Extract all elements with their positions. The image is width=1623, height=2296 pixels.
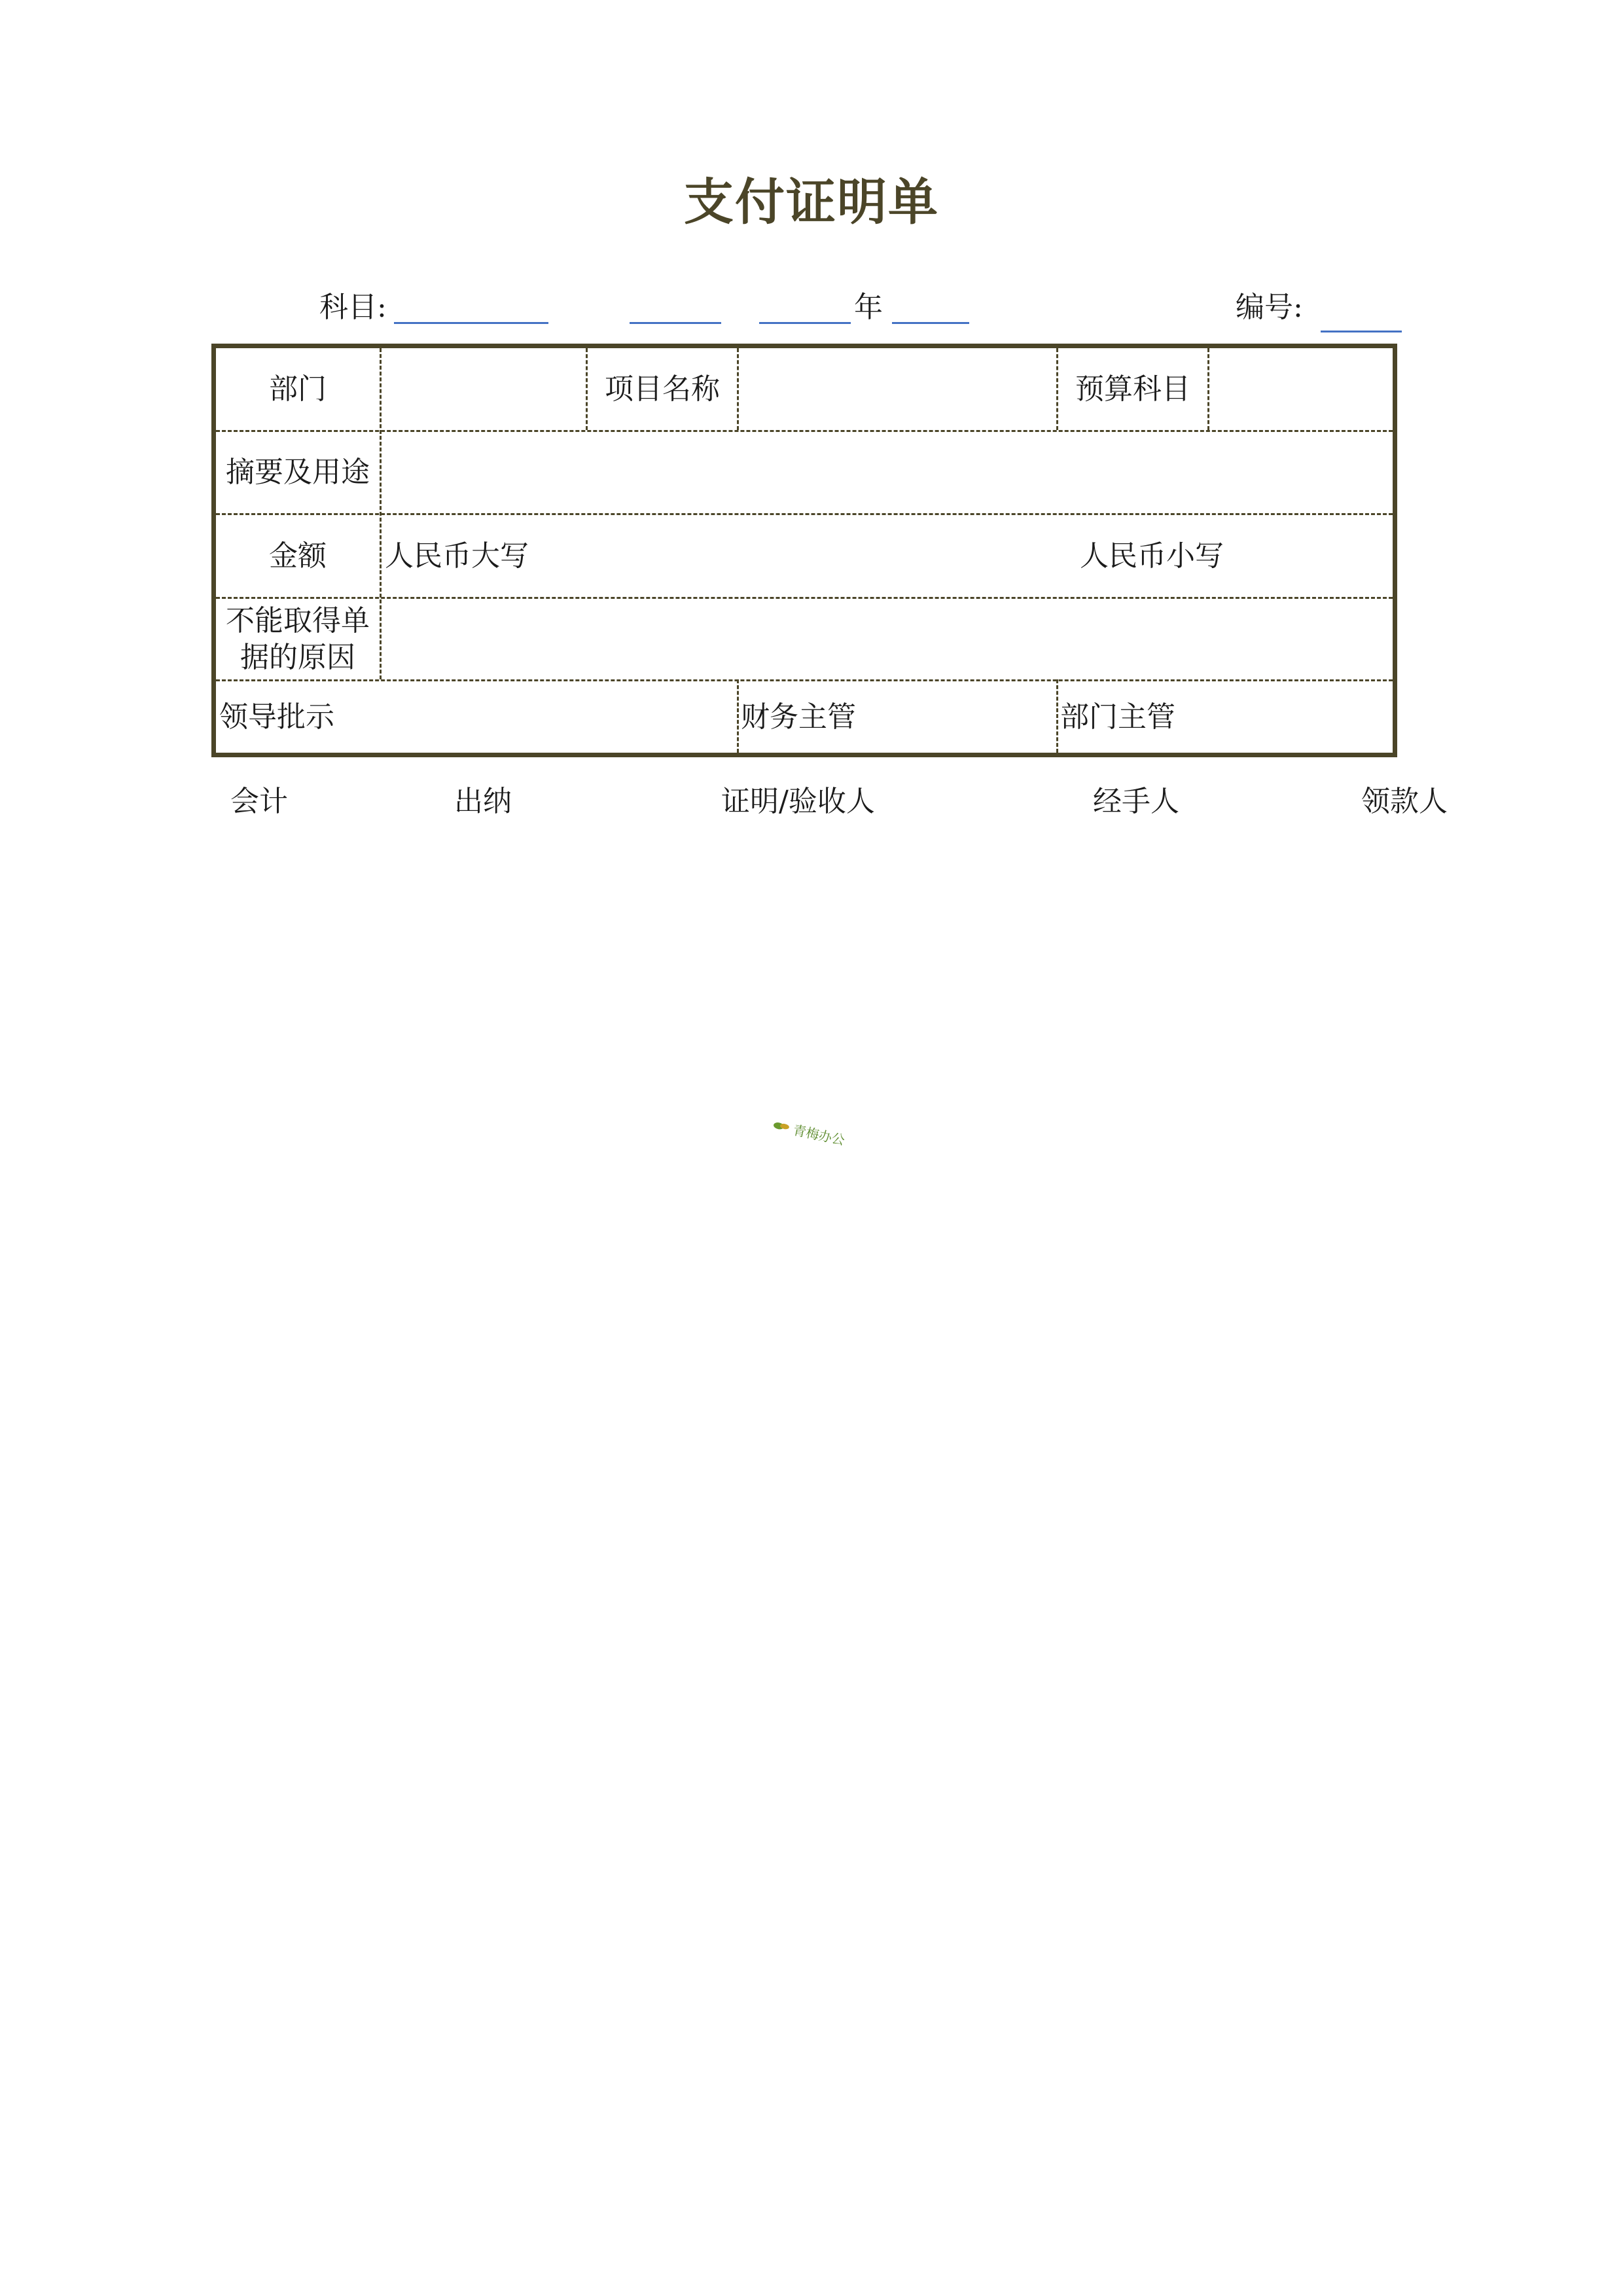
leaf-logo-icon (772, 1119, 791, 1133)
finance-supervisor-field[interactable]: 财务主管 (741, 700, 856, 734)
col-divider (737, 679, 739, 753)
project-name-field[interactable] (739, 348, 1056, 430)
no-receipt-reason-line1: 不能取得单 (226, 603, 370, 637)
number-field[interactable] (1321, 331, 1402, 332)
number-label: 编号: (1236, 291, 1303, 324)
budget-subject-field[interactable] (1209, 348, 1393, 430)
summary-usage-label: 摘要及用途 (226, 456, 370, 489)
accountant-label: 会计 (230, 785, 288, 818)
year-field[interactable] (759, 322, 851, 324)
amount-label: 金额 (269, 539, 327, 573)
leader-approval-field[interactable]: 领导批示 (219, 700, 334, 734)
page-title: 支付证明单 (684, 173, 939, 231)
cashier-label: 出纳 (454, 785, 512, 818)
dept-field[interactable] (382, 348, 586, 430)
certifier-label: 证明/验收人 (721, 785, 875, 818)
subject-label: 科目: (319, 291, 387, 324)
summary-usage-field[interactable] (382, 432, 1393, 513)
watermark-logo (771, 1115, 847, 1149)
no-receipt-reason-line2: 据的原因 (240, 640, 355, 674)
project-name-label: 项目名称 (605, 372, 720, 406)
month-field[interactable] (630, 322, 721, 324)
handler-label: 经手人 (1093, 785, 1179, 818)
day-field[interactable] (892, 322, 969, 324)
payment-form-table (211, 344, 1397, 757)
dept-supervisor-field[interactable]: 部门主管 (1060, 700, 1175, 734)
col-divider (1056, 679, 1058, 753)
no-receipt-reason-field[interactable] (382, 599, 1393, 679)
no-receipt-reason-label (216, 599, 380, 679)
subject-field[interactable] (394, 322, 548, 324)
amount-lowercase-field[interactable]: 人民币小写 (1080, 539, 1224, 573)
budget-subject-label: 预算科目 (1075, 372, 1190, 406)
payee-label: 领款人 (1361, 785, 1448, 818)
dept-label: 部门 (269, 372, 327, 406)
logo-text: 青梅办公 (791, 1122, 846, 1149)
year-label: 年 (854, 291, 883, 324)
amount-uppercase-field[interactable]: 人民币大写 (385, 539, 529, 573)
